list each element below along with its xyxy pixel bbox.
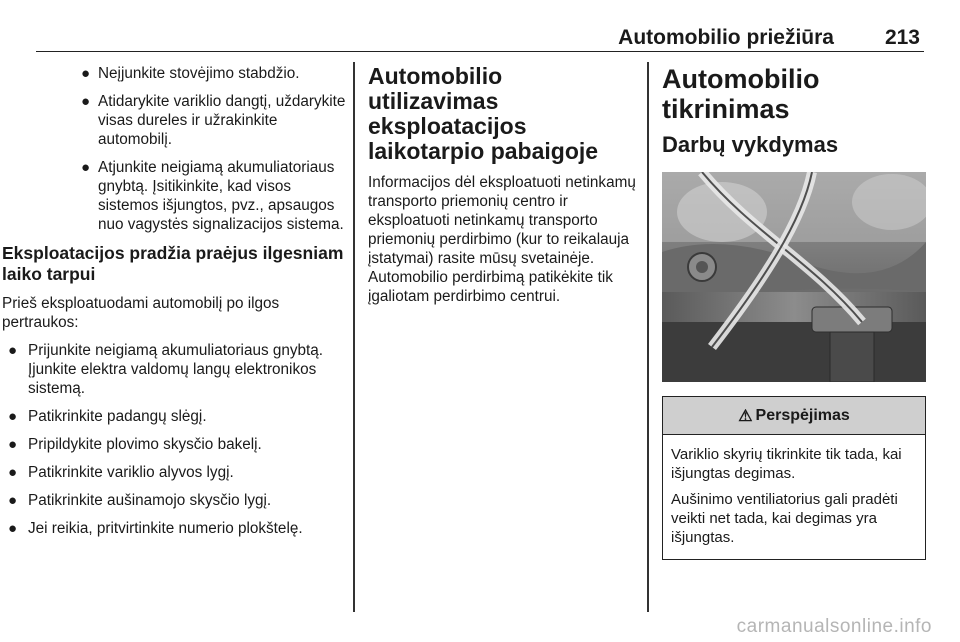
section-heading-inspection: Automobilio tikrinimas [662,64,820,124]
list-item: ● Atjunkite neigiamą akumuliatoriaus gnybtą. Įsitikinkite, kad visos sistemos išjungtos, pvz., apsaugos nuo vagystės signalizacijos sistema. [81,159,344,233]
list-item: ● Neįjunkite stovėjimo stabdžio. [81,65,300,82]
bullet-icon: ● [8,436,18,453]
warning-body [663,435,925,559]
bullet-icon: ● [8,464,18,481]
engine-bay-photo [662,172,926,382]
running-title: Automobilio priežiūra [618,26,834,49]
column-3 [662,64,926,560]
subheading-work: Darbų vykdymas [662,132,839,157]
restart-intro: Prieš eksploatuodami automobilį po ilgos pertraukos: [2,295,280,331]
engine-bay-illustration [662,172,926,382]
list-item: ● Jei reikia, pritvirtinkite numerio plokštelę. [8,520,303,537]
watermark-text: carmanualsonline.info [736,616,932,637]
bullet-icon: ● [8,492,18,509]
warning-paragraph: Variklio skyrių tikrinkite tik tada, kai išjungtas degimas. [671,446,902,482]
warning-box [662,396,926,560]
list-item: ● Patikrinkite padangų slėgį. [8,408,207,425]
list-item: ● Pripildykite plovimo skysčio bakelį. [8,436,262,453]
bullet-icon: ● [81,159,91,176]
list-item: ● Patikrinkite aušinamojo skysčio lygį. [8,492,272,509]
section-heading-restart: Eksploatacijos pradžia praėjus ilgesniam laiko tarpui [2,243,344,284]
bullet-list-top [76,64,346,234]
list-item: ● Atidarykite variklio dangtį, uždarykite visas dureles ir užrakinkite automobilį. [81,93,346,148]
column-1 [2,64,346,547]
warning-title: Perspėjimas [755,406,850,424]
bullet-icon: ● [81,93,91,110]
list-item: ● Patikrinkite variklio alyvos lygį. [8,464,234,481]
disposal-body: Informacijos dėl eksploatuoti netinkamų transporto priemonių centro ir eksploatuoti netinkamų transporto priemonių perdirbimo (kur to reikalauja įstatymai) rasite mūsų svetainėje. Automobilio perdirbimą patikėkite tik įgaliotam perdirbimo centrui. [368,174,636,305]
warning-paragraph: Aušinimo ventiliatorius gali pradėti veikti net tada, kai degimas yra išjungtas. [671,491,898,546]
page-number: 213 [884,26,920,49]
section-heading-disposal: Automobilio utilizavimas eksploatacijos laikotarpio pabaigoje [368,63,599,164]
column-divider-2 [647,62,649,612]
warning-triangle-icon: ⚠ [738,407,753,425]
bullet-icon: ● [8,520,18,537]
bullet-icon: ● [8,408,18,425]
page-header [36,22,924,52]
warning-header [663,397,925,435]
column-2 [368,64,638,306]
list-item: ● Prijunkite neigiamą akumuliatoriaus gnybtą. Įjunkite elektra valdomų langų elektronikos sistemą. [8,342,324,397]
bullet-icon: ● [81,65,91,82]
column-divider-1 [353,62,355,612]
bullet-icon: ● [8,342,18,359]
bullet-list-bottom [2,341,352,538]
